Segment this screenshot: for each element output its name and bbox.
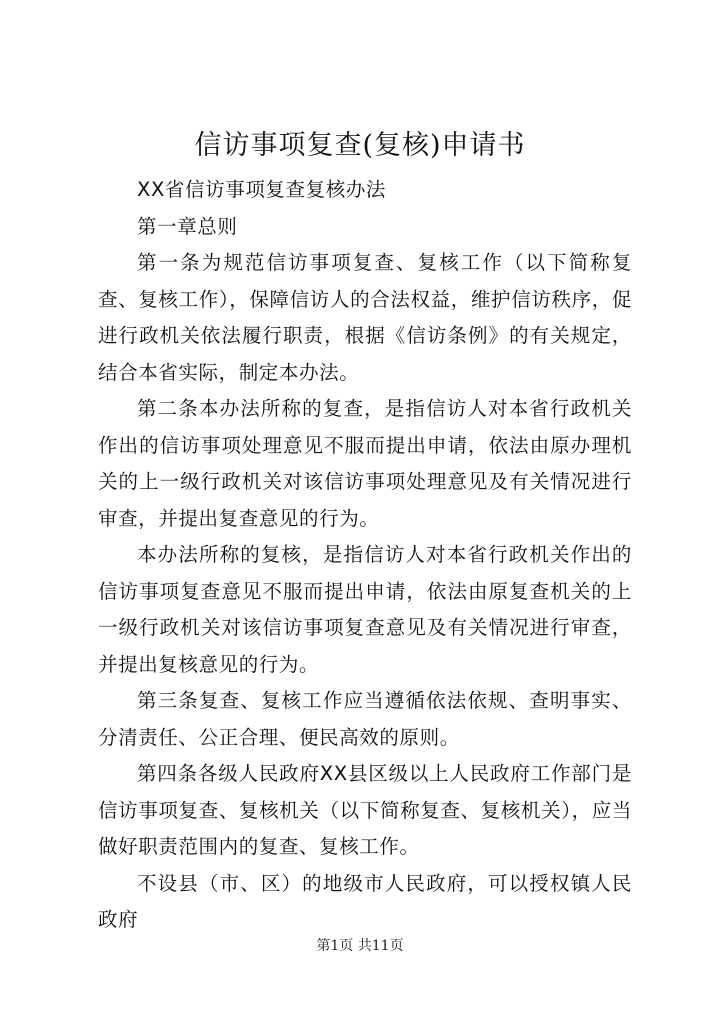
body-paragraph-subtitle: XX省信访事项复查复核办法: [137, 178, 387, 201]
body-paragraph-article-3: 第三条复查、复核工作应当遵循依法依规、查明事实、分清责任、公正合理、便民高效的原则。: [98, 689, 632, 749]
body-paragraph-review-definition: 本办法所称的复核，是指信访人对本省行政机关作出的信访事项复查意见不服而提出申请，依法由原复查机关的上一级行政机关对该信访事项复查意见及有关情况进行审查，并提出复核意见的行为。: [98, 543, 632, 676]
body-paragraph-article-4: 第四条各级人民政府XX县区级以上人民政府工作部门是信访事项复查、复核机关（以下简称复查、复核机关），应当做好职责范围内的复查、复核工作。: [98, 762, 632, 858]
body-paragraph-article-2: 第二条本办法所称的复查，是指信访人对本省行政机关作出的信访事项处理意见不服而提出申请，依法由原办理机关的上一级行政机关对该信访事项处理意见及有关情况进行审查，并提出复查意见的行为。: [98, 397, 632, 530]
body-paragraph-continuation: 不设县（市、区）的地级市人民政府，可以授权镇人民政府: [98, 871, 632, 931]
document-body: [98, 172, 632, 939]
body-paragraph-chapter-heading: 第一章总则: [137, 214, 238, 238]
body-paragraph-article-1: 第一条为规范信访事项复查、复核工作（以下简称复查、复核工作），保障信访人的合法权益，维护信访秩序，促进行政机关依法履行职责，根据《信访条例》的有关规定，结合本省实际，制定本办法。: [98, 251, 632, 384]
page-number-footer: 第1页 共11页: [316, 938, 404, 954]
document-title: 信访事项复查(复核)申请书: [194, 130, 526, 161]
